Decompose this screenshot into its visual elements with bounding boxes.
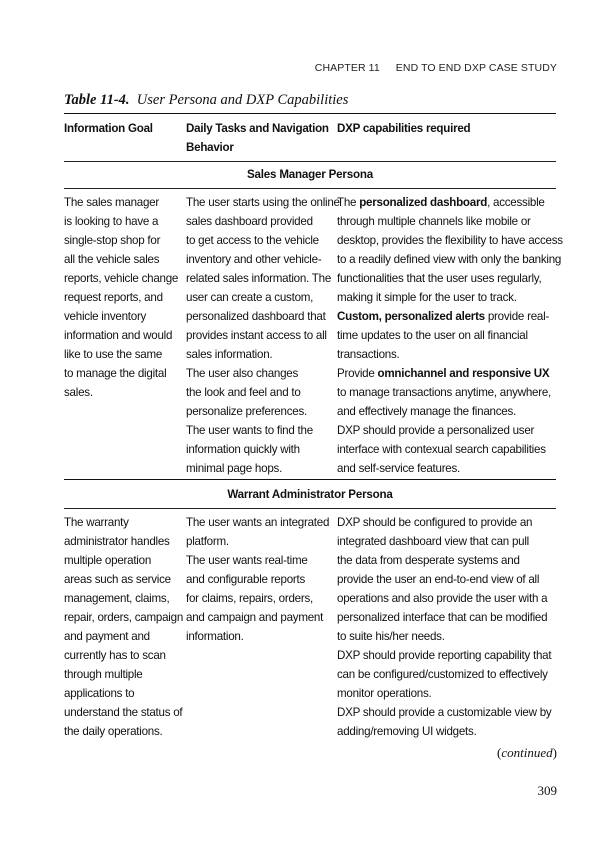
goal-line: currently has to scan xyxy=(64,649,166,662)
continued-text: continued xyxy=(501,745,553,760)
capability-line: can be configured/customized to effectively xyxy=(337,668,548,681)
goal-line: reports, vehicle change xyxy=(64,272,179,285)
task-line: The user wants an integrated xyxy=(186,516,330,529)
sales-manager-tasks xyxy=(186,193,340,478)
warrant-admin-tasks xyxy=(186,513,332,646)
chapter-title: END TO END DXP CASE STUDY xyxy=(395,62,557,74)
capability-line: desktop, provides the flexibility to have access xyxy=(337,234,563,247)
table-top-rule xyxy=(64,113,556,114)
text-run: , accessible xyxy=(487,196,545,209)
capability-line: functionalities that the user uses regularly, xyxy=(337,272,542,285)
task-line: sales dashboard provided xyxy=(186,215,313,228)
task-line: The user wants real-time xyxy=(186,554,308,567)
chapter-label: CHAPTER 11 xyxy=(314,62,380,74)
column-header-dxp-capabilities: DXP capabilities required xyxy=(337,122,471,135)
capability-line: personalized interface that can be modified xyxy=(337,611,548,624)
task-line: and campaign and payment xyxy=(186,611,324,624)
capability-line: to manage transactions anytime, anywhere, xyxy=(337,386,552,399)
task-line: The user wants to find the xyxy=(186,424,313,437)
goal-line: The sales manager xyxy=(64,196,159,209)
goal-line: areas such as service xyxy=(64,573,171,586)
column-header-daily-tasks-line1: Daily Tasks and Navigation xyxy=(186,122,329,135)
task-line: minimal page hops. xyxy=(186,462,283,475)
goal-line: repair, orders, campaign xyxy=(64,611,184,624)
task-line: inventory and other vehicle- xyxy=(186,253,322,266)
column-header-daily-tasks xyxy=(186,119,332,157)
capability-line: time updates to the user on all financial xyxy=(337,329,528,342)
task-line: to get access to the vehicle xyxy=(186,234,319,247)
capability-line: operations and also provide the user with a xyxy=(337,592,548,605)
goal-line: vehicle inventory xyxy=(64,310,147,323)
task-line: and configurable reports xyxy=(186,573,306,586)
running-header xyxy=(315,62,557,74)
task-line: platform. xyxy=(186,535,229,548)
capability-line: adding/removing UI widgets. xyxy=(337,725,477,738)
text-run: The xyxy=(337,196,360,209)
highlight-custom-alerts: Custom, personalized alerts xyxy=(337,310,485,323)
section1-rule xyxy=(64,188,556,189)
task-line: information. xyxy=(186,630,244,643)
task-line: for claims, repairs, orders, xyxy=(186,592,314,605)
warrant-admin-goal xyxy=(64,513,182,741)
capability-line: through multiple channels like mobile or xyxy=(337,215,531,228)
section-title-warrant-admin: Warrant Administrator Persona xyxy=(227,488,393,501)
capability-line: DXP should provide a customizable view by xyxy=(337,706,552,719)
goal-line: is looking to have a xyxy=(64,215,159,228)
task-line: The user starts using the online xyxy=(186,196,340,209)
header-bottom-rule xyxy=(64,161,556,162)
goal-line: multiple operation xyxy=(64,554,152,567)
capability-line: the data from desperate systems and xyxy=(337,554,520,567)
goal-line: and payment and xyxy=(64,630,150,643)
task-line: sales information. xyxy=(186,348,273,361)
highlight-omnichannel: omnichannel and responsive UX xyxy=(377,367,550,380)
column-header-information-goal: Information Goal xyxy=(64,122,153,135)
capability-line: transactions. xyxy=(337,348,400,361)
text-run: provide real- xyxy=(484,310,550,323)
warrant-admin-capabilities xyxy=(337,513,559,741)
capability-line: DXP should provide reporting capability that xyxy=(337,649,552,662)
goal-line: administrator handles xyxy=(64,535,170,548)
goal-line: all the vehicle sales xyxy=(64,253,160,266)
capability-line xyxy=(337,307,559,326)
capability-line xyxy=(337,364,559,383)
capability-line: and effectively manage the finances. xyxy=(337,405,516,418)
task-line: personalized dashboard that xyxy=(186,310,326,323)
goal-line: through multiple xyxy=(64,668,143,681)
task-line: related sales information. The xyxy=(186,272,332,285)
capability-line: to suite his/her needs. xyxy=(337,630,445,643)
section-divider-rule xyxy=(64,479,556,480)
capability-line: DXP should be configured to provide an xyxy=(337,516,533,529)
task-line: The user also changes xyxy=(186,367,299,380)
highlight-personalized-dashboard: personalized dashboard xyxy=(359,196,488,209)
capability-line: making it simple for the user to track. xyxy=(337,291,517,304)
task-line: provides instant access to all xyxy=(186,329,327,342)
capability-line: to a readily defined view with only the banking xyxy=(337,253,562,266)
capability-line: interface with contexual search capabilities xyxy=(337,443,546,456)
capability-line: provide the user an end-to-end view of all xyxy=(337,573,540,586)
goal-line: information and would xyxy=(64,329,173,342)
sales-manager-goal xyxy=(64,193,182,402)
capability-line: DXP should provide a personalized user xyxy=(337,424,535,437)
column-header-daily-tasks-line2: Behavior xyxy=(186,141,234,154)
goal-line: to manage the digital xyxy=(64,367,167,380)
text-run: Provide xyxy=(337,367,378,380)
goal-line: like to use the same xyxy=(64,348,163,361)
table-caption xyxy=(64,92,348,109)
goal-line: sales. xyxy=(64,386,93,399)
capability-line: and self-service features. xyxy=(337,462,461,475)
sales-manager-capabilities xyxy=(337,193,563,478)
section2-rule xyxy=(64,508,556,509)
table-number: Table 11-4. xyxy=(64,92,130,108)
task-line: user can create a custom, xyxy=(186,291,314,304)
section-title-sales-manager: Sales Manager Persona xyxy=(247,168,373,181)
task-line: information quickly with xyxy=(186,443,300,456)
goal-line: management, claims, xyxy=(64,592,170,605)
goal-line: request reports, and xyxy=(64,291,163,304)
goal-line: the daily operations. xyxy=(64,725,163,738)
goal-line: applications to xyxy=(64,687,135,700)
goal-line: understand the status of xyxy=(64,706,183,719)
page-number: 309 xyxy=(537,783,557,798)
goal-line: The warranty xyxy=(64,516,129,529)
capability-line: integrated dashboard view that can pull xyxy=(337,535,529,548)
table-title: User Persona and DXP Capabilities xyxy=(136,92,349,108)
task-line: the look and feel and to xyxy=(186,386,301,399)
goal-line: single-stop shop for xyxy=(64,234,161,247)
capability-line: monitor operations. xyxy=(337,687,432,700)
task-line: personalize preferences. xyxy=(186,405,307,418)
continued-note: (continued) xyxy=(497,745,557,760)
capability-line xyxy=(337,193,559,212)
